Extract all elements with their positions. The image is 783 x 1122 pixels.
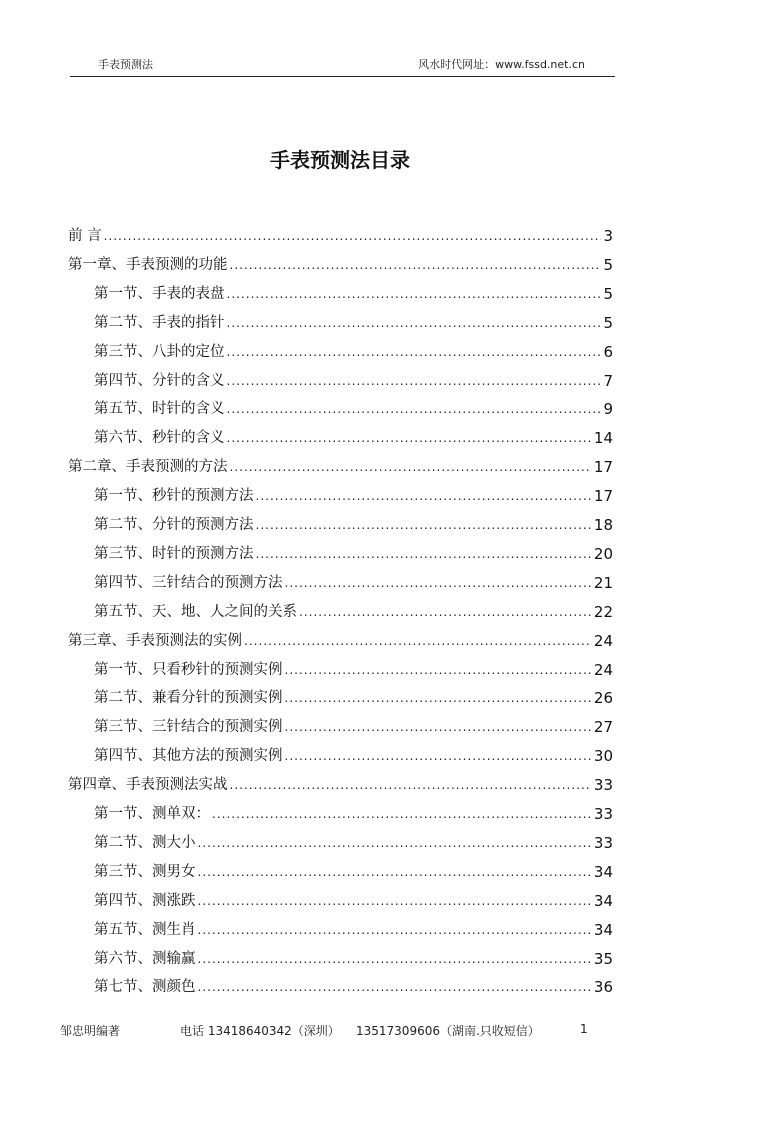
toc-dot-leader [212, 804, 592, 824]
toc-section-row[interactable] [94, 920, 613, 940]
toc-section-row[interactable] [94, 573, 613, 593]
toc-section-row[interactable] [94, 313, 613, 333]
toc-entry-label: 第一节、只看秒针的预测实例 [94, 661, 283, 678]
toc-entry-label: 第二节、兼看分针的预测实例 [94, 690, 283, 707]
header-title: 手表预测法 [98, 58, 153, 71]
toc-dot-leader [230, 457, 592, 477]
toc-page-number: 26 [593, 689, 613, 708]
toc-section-row[interactable] [94, 804, 613, 824]
toc-entry-label: 第二章、手表预测的方法 [68, 459, 228, 476]
footer-page-number: 1 [580, 1022, 588, 1036]
toc-entry-label: 第四章、手表预测法实战 [68, 777, 228, 794]
toc-entry-label: 第三章、手表预测法的实例 [68, 632, 242, 649]
toc-entry-label: 第三节、三针结合的预测实例 [94, 719, 283, 736]
toc-section-row[interactable] [94, 862, 613, 882]
toc-dot-leader [227, 313, 602, 333]
toc-page-number: 17 [593, 458, 613, 477]
toc-entry-label: 第一节、秒针的预测方法 [94, 488, 254, 505]
toc-dot-leader [285, 717, 592, 737]
toc-dot-leader [256, 515, 592, 535]
toc-section-row[interactable] [94, 486, 613, 506]
toc-entry-label: 第六节、秒针的含义 [94, 430, 225, 447]
toc-page-number: 24 [593, 660, 613, 679]
toc-section-row[interactable] [94, 399, 613, 419]
toc-page-number: 5 [603, 284, 613, 303]
toc-section-row[interactable] [94, 746, 613, 766]
toc-section-row[interactable] [94, 284, 613, 304]
toc-entry-label: 第三节、测男女 [94, 863, 196, 880]
toc-dot-leader [198, 862, 592, 882]
toc-dot-leader [198, 949, 592, 969]
toc-dot-leader [230, 775, 592, 795]
toc-section-row[interactable] [94, 717, 613, 737]
toc-dot-leader [285, 660, 592, 680]
toc-page-number: 22 [593, 602, 613, 621]
toc-chapter-row[interactable] [68, 457, 613, 477]
toc-entry-label: 第三节、时针的预测方法 [94, 545, 254, 562]
toc-entry-label: 第六节、测输赢 [94, 950, 196, 967]
toc-page-number: 3 [603, 227, 613, 245]
toc-page-number: 36 [593, 978, 613, 997]
toc-dot-leader [227, 428, 592, 448]
toc-dot-leader [198, 920, 592, 940]
toc-entry-label: 第四节、三针结合的预测方法 [94, 574, 283, 591]
toc-entry-label: 第三节、八卦的定位 [94, 343, 225, 360]
toc-page-number: 9 [603, 400, 613, 419]
toc-section-row[interactable] [94, 602, 613, 622]
footer-phone-shenzhen: 电话 13418640342（深圳） [180, 1024, 340, 1038]
toc-section-row[interactable] [94, 891, 613, 911]
toc-chapter-row[interactable] [68, 255, 613, 275]
toc-dot-leader [104, 226, 602, 246]
toc-entry-label: 第五节、天、地、人之间的关系 [94, 603, 297, 620]
toc-entry-label: 第四节、其他方法的预测实例 [94, 748, 283, 765]
toc-dot-leader [299, 602, 592, 622]
toc-dot-leader [285, 688, 592, 708]
toc-section-row[interactable] [94, 515, 613, 535]
toc-entry-label: 第一节、测单双： [94, 806, 210, 822]
toc-dot-leader [198, 833, 592, 853]
toc-page-number: 27 [593, 718, 613, 737]
toc-entry-label: 第一节、手表的表盘 [94, 285, 225, 302]
toc-entry-label: 第二节、分针的预测方法 [94, 517, 254, 533]
toc-page-number: 34 [593, 920, 613, 939]
toc-section-row[interactable] [94, 977, 613, 997]
toc-dot-leader [285, 573, 592, 593]
toc-chapter-row[interactable] [68, 775, 613, 795]
toc-entry-label: 第四节、测涨跌 [94, 892, 196, 909]
toc-section-row[interactable] [94, 544, 613, 564]
toc-dot-leader [227, 342, 602, 362]
toc-section-row[interactable] [94, 833, 613, 853]
toc-page-number: 7 [603, 371, 613, 390]
toc-page-number: 33 [593, 776, 613, 795]
toc-chapter-row[interactable] [68, 631, 613, 651]
toc-dot-leader [256, 544, 592, 564]
toc-page-number: 6 [603, 342, 613, 361]
footer-author: 邹忠明编著 [60, 1024, 121, 1038]
toc-page-number: 34 [593, 862, 613, 881]
toc-chapter-row[interactable] [68, 226, 613, 246]
footer-phone-hunan: 13517309606（湖南.只收短信） [356, 1024, 540, 1038]
toc-section-row[interactable] [94, 949, 613, 969]
toc-dot-leader [244, 631, 592, 651]
toc-dot-leader [227, 399, 602, 419]
toc-page-number: 5 [603, 313, 613, 332]
toc-page-number: 17 [593, 487, 613, 506]
page-title: 手表预测法目录 [270, 148, 410, 172]
page-header [70, 54, 615, 77]
toc-page-number: 18 [593, 516, 613, 534]
toc-page-number: 5 [603, 255, 613, 274]
toc-entry-label: 前 言 [68, 228, 102, 244]
toc-dot-leader [230, 255, 602, 275]
toc-section-row[interactable] [94, 660, 613, 680]
toc-entry-label: 第五节、时针的含义 [94, 401, 225, 418]
toc-page-number: 30 [593, 747, 613, 766]
toc-entry-label: 第四节、分针的含义 [94, 372, 225, 389]
toc-section-row[interactable] [94, 428, 613, 448]
toc-section-row[interactable] [94, 688, 613, 708]
toc-entry-label: 第二节、测大小 [94, 834, 196, 851]
toc-page-number: 21 [593, 573, 613, 592]
toc-page-number: 34 [593, 891, 613, 910]
toc-dot-leader [256, 486, 592, 506]
toc-page-number: 24 [593, 631, 613, 650]
toc-dot-leader [285, 746, 592, 766]
toc-entry-label: 第七节、测颜色 [94, 979, 196, 996]
toc-section-row[interactable] [94, 342, 613, 362]
toc-entry-label: 第一章、手表预测的功能 [68, 256, 228, 273]
toc-section-row[interactable] [94, 371, 613, 391]
toc-page-number: 35 [593, 949, 613, 968]
toc-dot-leader [227, 284, 602, 304]
toc-entry-label: 第五节、测生肖 [94, 921, 196, 938]
toc-dot-leader [227, 371, 602, 391]
toc-dot-leader [198, 891, 592, 911]
toc-page-number: 33 [593, 833, 613, 852]
toc-dot-leader [198, 977, 592, 997]
toc-page-number: 20 [593, 544, 613, 563]
header-website: 风水时代网址：www.fssd.net.cn [418, 58, 585, 71]
toc-entry-label: 第二节、手表的指针 [94, 314, 225, 331]
toc-page-number: 14 [593, 429, 613, 448]
toc-page-number: 33 [593, 805, 613, 823]
